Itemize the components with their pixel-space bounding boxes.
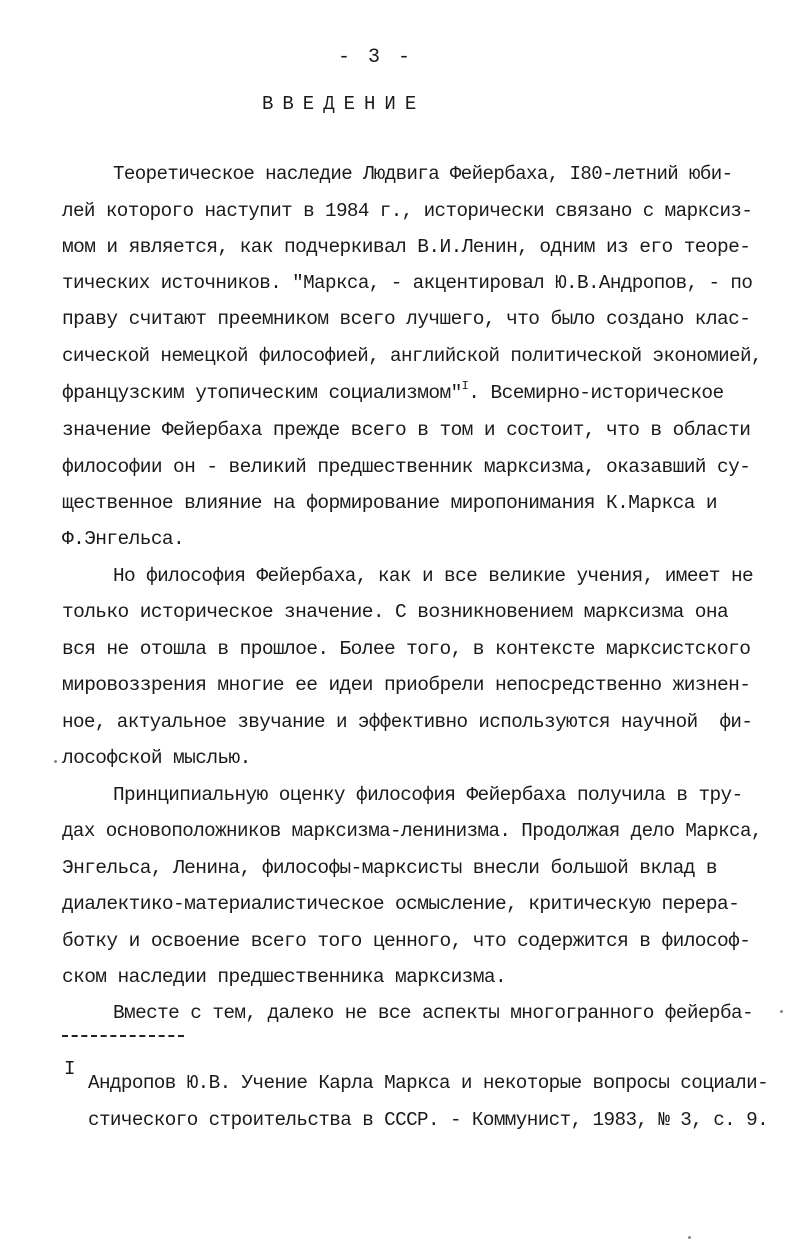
- text-line-with-footnote: [62, 381, 752, 405]
- footnote-mark: I: [64, 1058, 76, 1080]
- text-line: диалектико-материалистическое осмысление, критическую перера-: [62, 893, 740, 915]
- footnote-reference: I: [461, 379, 469, 393]
- text-fragment: . Всемирно-историческое: [468, 382, 724, 404]
- text-line: дах основоположников марксизма-ленинизма. Продолжая дело Маркса,: [62, 820, 762, 842]
- page-title: ВВЕДЕНИЕ: [262, 93, 426, 115]
- text-line: Но философия Фейербаха, как и все великие учения, имеет не: [113, 565, 754, 587]
- text-line: ное, актуальное звучание и эффективно используются научной фи-: [62, 711, 753, 733]
- text-line: философии он - великий предшественник марксизма, оказавший су-: [62, 456, 751, 478]
- text-line: только историческое значение. С возникновением марксизма она: [62, 601, 729, 623]
- text-line: щественное влияние на формирование миропонимания К.Маркса и: [62, 492, 718, 514]
- text-line: мировоззрения многие ее идеи приобрели непосредственно жизнен-: [62, 674, 751, 696]
- text-line: Энгельса, Ленина, философы-марксисты внесли большой вклад в: [62, 857, 718, 879]
- footnote-separator: [62, 1035, 184, 1037]
- text-line: вся не отошла в прошлое. Более того, в контексте марксистского: [62, 638, 751, 660]
- text-line: праву считают преемником всего лучшего, что было создано клас-: [62, 308, 751, 330]
- text-line: лософской мыслью.: [62, 747, 251, 769]
- text-line: сической немецкой философией, английской политической экономией,: [62, 345, 762, 367]
- scan-speck: [54, 760, 57, 763]
- page-number: - 3 -: [338, 46, 414, 69]
- text-line: Принципиальную оценку философия Фейербаха получила в тру-: [113, 784, 743, 806]
- text-line: тических источников. "Маркса, - акцентировал Ю.В.Андропов, - по: [62, 272, 753, 294]
- scan-speck: [780, 1010, 783, 1013]
- text-fragment: французским утопическим социализмом": [62, 382, 462, 404]
- text-line: ском наследии предшественника марксизма.: [62, 966, 507, 988]
- text-line: Вместе с тем, далеко не все аспекты многогранного фейерба-: [113, 1002, 754, 1024]
- text-line: лей которого наступит в 1984 г., исторически связано с марксиз-: [62, 200, 753, 222]
- text-line: значение Фейербаха прежде всего в том и состоит, что в области: [62, 419, 751, 441]
- text-line: ботку и освоение всего того ценного, что содержится в философ-: [62, 930, 751, 952]
- text-line: Теоретическое наследие Людвига Фейербаха, I80-летний юби-: [113, 163, 733, 185]
- footnote-line: Андропов Ю.В. Учение Карла Маркса и некоторые вопросы социали-: [88, 1072, 769, 1094]
- text-line: мом и является, как подчеркивал В.И.Ленин, одним из его теоре-: [62, 236, 751, 258]
- footnote-line: стического строительства в СССР. - Коммунист, 1983, № 3, с. 9.: [88, 1109, 769, 1131]
- text-line: Ф.Энгельса.: [62, 528, 185, 550]
- scan-speck: [688, 1236, 691, 1239]
